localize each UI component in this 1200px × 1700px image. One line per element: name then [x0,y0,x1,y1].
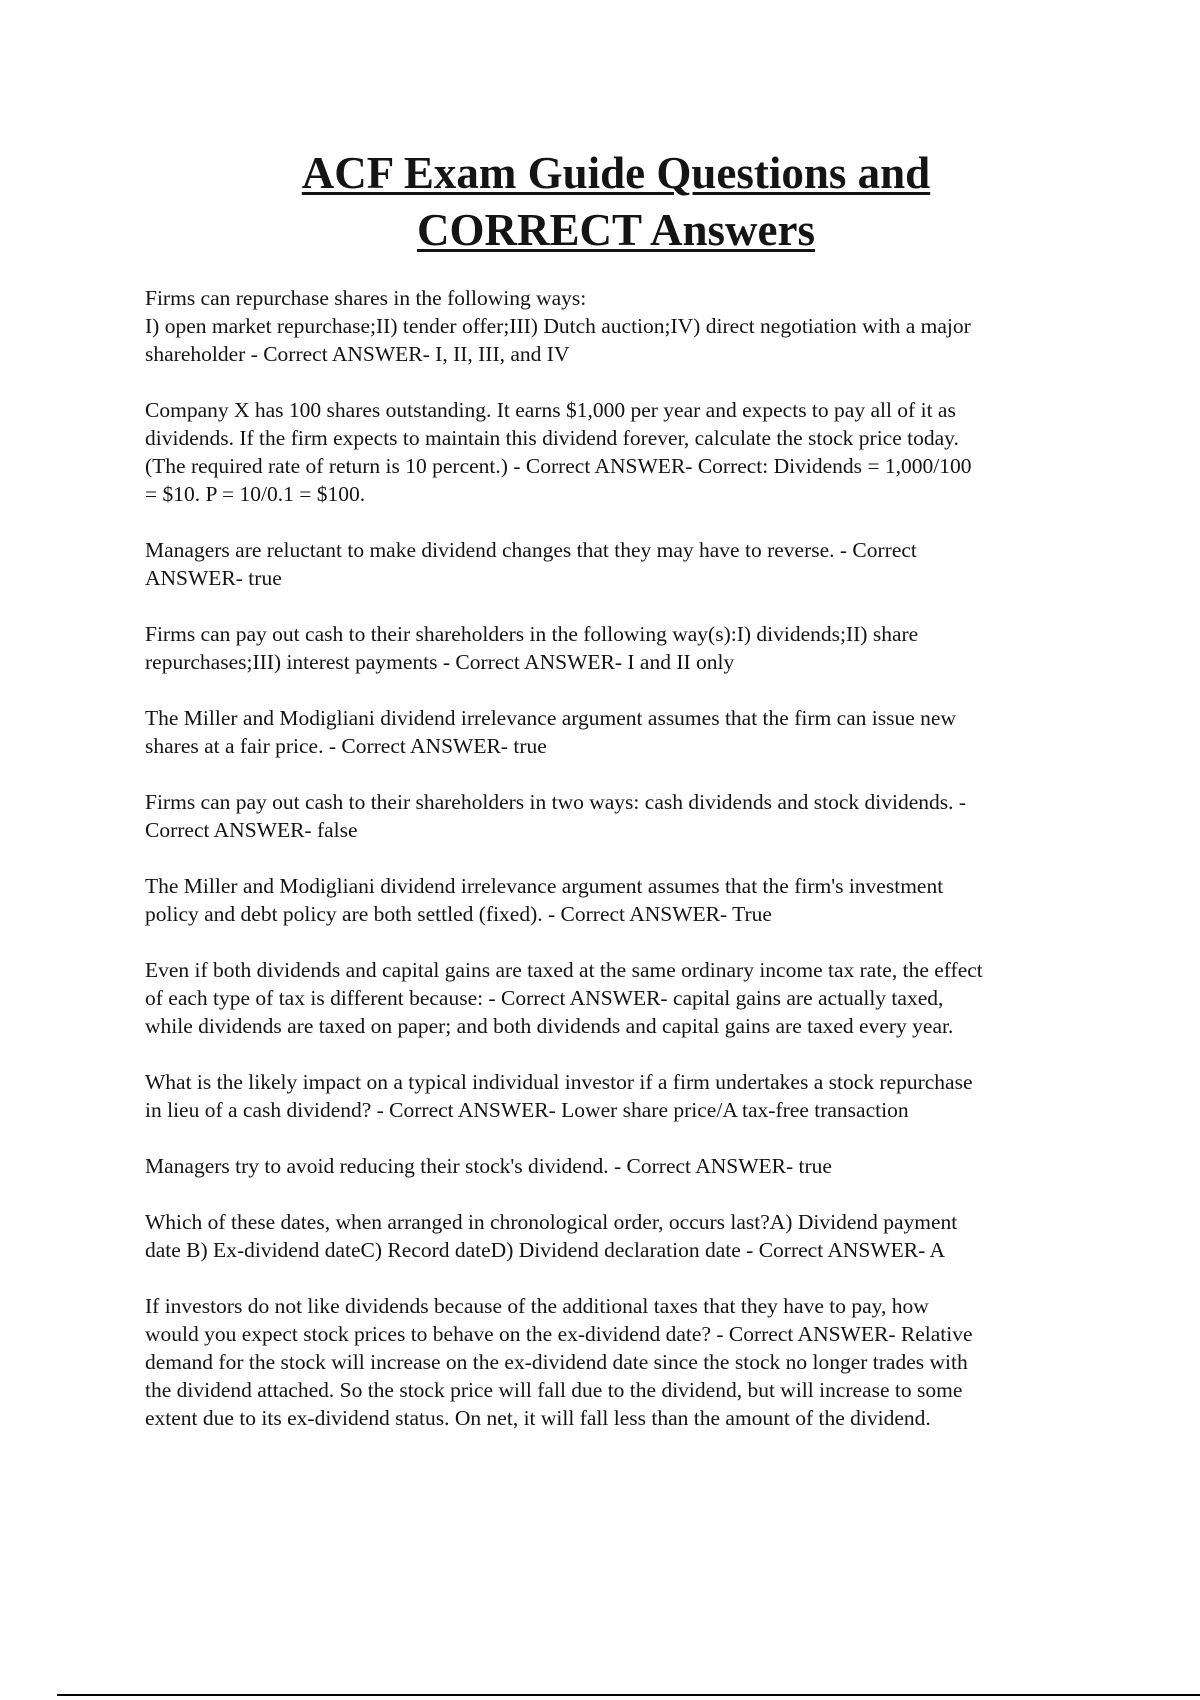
qa-item-8: Even if both dividends and capital gains are taxed at the same ordinary income tax rate, the effect of each type of tax is different because: - Correct ANSWER- capital gains are actually taxed, while dividends are taxed on paper; and both dividends and capital gains are taxed every year. [145,958,983,1038]
qa-item-2: Company X has 100 shares outstanding. It earns $1,000 per year and expects to pay all of it as dividends. If the firm expects to maintain this dividend forever, calculate the stock price today. (The required rate of return is 10 percent.) - Correct ANSWER- Correct: Dividends = 1,000/100 = $10. P = 10/0.1 = $100. [145,398,972,506]
qa-item-1: Firms can repurchase shares in the following ways: I) open market repurchase;II) tender offer;III) Dutch auction;IV) direct negotiation with a major shareholder - Correct ANSWER- I, II, III, and IV [145,286,971,366]
footer-divider [57,1694,1200,1696]
qa-list [145,284,1095,1460]
qa-item-10: Managers try to avoid reducing their stock's dividend. - Correct ANSWER- true [145,1154,832,1178]
qa-item-7: The Miller and Modigliani dividend irrelevance argument assumes that the firm's investment policy and debt policy are both settled (fixed). - Correct ANSWER- True [145,874,944,926]
qa-item-11: Which of these dates, when arranged in chronological order, occurs last?A) Dividend payment date B) Ex-dividend dateC) Record dateD) Dividend declaration date - Correct ANSWER- A [145,1210,958,1262]
qa-item-4: Firms can pay out cash to their shareholders in the following way(s):I) dividends;II) share repurchases;III) interest payments - Correct ANSWER- I and II only [145,622,919,674]
title-line-2: CORRECT Answers [417,205,815,255]
document-title [0,145,1200,259]
qa-item-5: The Miller and Modigliani dividend irrelevance argument assumes that the firm can issue new shares at a fair price. - Correct ANSWER- true [145,706,956,758]
qa-item-6: Firms can pay out cash to their shareholders in two ways: cash dividends and stock dividends. - Correct ANSWER- false [145,790,967,842]
qa-item-12: If investors do not like dividends because of the additional taxes that they have to pay, how would you expect stock prices to behave on the ex-dividend date? - Correct ANSWER- Relative demand for the stock will increase on the ex-dividend date since the stock no longer trades with the dividend attached. So the stock price will fall due to the dividend, but will increase to some extent due to its ex-dividend status. On net, it will fall less than the amount of the dividend. [145,1294,973,1430]
qa-item-9: What is the likely impact on a typical individual investor if a firm undertakes a stock repurchase in lieu of a cash dividend? - Correct ANSWER- Lower share price/A tax-free transaction [145,1070,973,1122]
qa-item-3: Managers are reluctant to make dividend changes that they may have to reverse. - Correct ANSWER- true [145,538,917,590]
title-line-1: ACF Exam Guide Questions and [301,148,931,198]
